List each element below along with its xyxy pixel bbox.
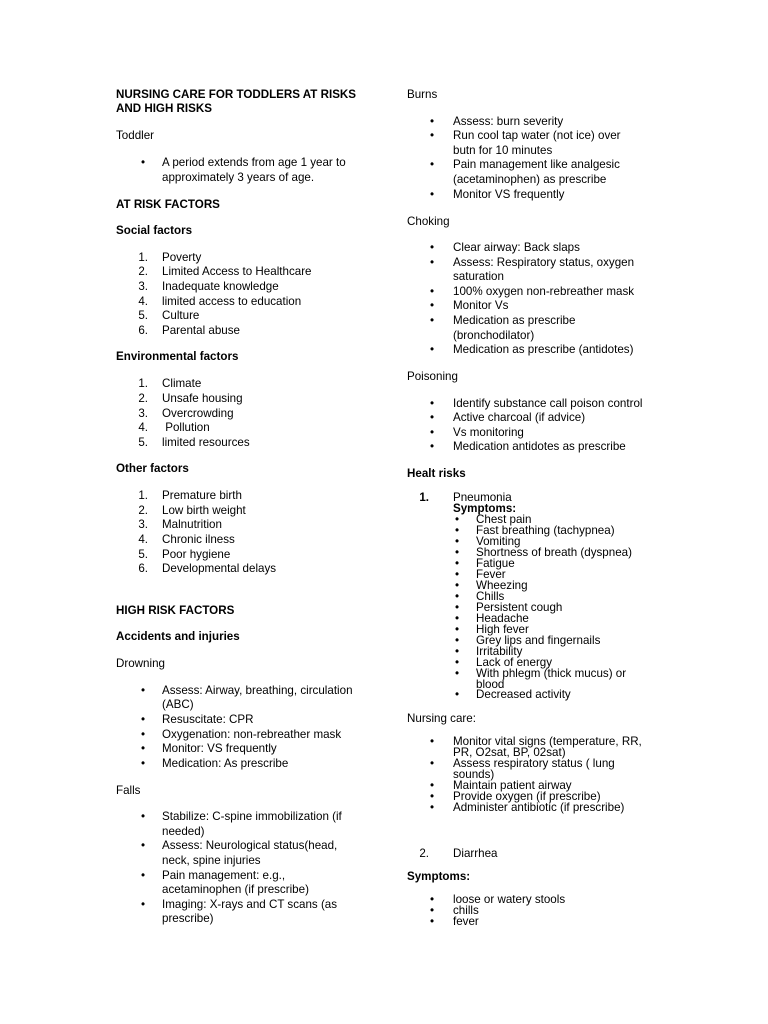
list-item: Maintain patient airway: [453, 779, 572, 792]
list-item-continuation: (ABC): [162, 698, 194, 711]
list-number: 6.: [138, 562, 148, 575]
list-item: Clear airway: Back slaps: [453, 241, 580, 254]
bullet-icon: •: [454, 590, 460, 603]
list-item: Decreased activity: [476, 688, 571, 701]
list-number: 3.: [138, 407, 148, 420]
list-item: Fever: [476, 568, 506, 581]
list-item: Stabilize: C-spine immobilization (if: [162, 810, 342, 823]
list-item-continuation: needed): [162, 825, 205, 838]
diarrhea-label: Diarrhea: [453, 847, 498, 860]
bullet-icon: •: [454, 634, 460, 647]
list-item: Chills: [476, 590, 505, 603]
list-item: 100% oxygen non-rebreather mask: [453, 285, 635, 298]
list-item-continuation: neck, spine injuries: [162, 854, 261, 867]
toddler-heading: Toddler: [116, 129, 155, 142]
list-item: Shortness of breath (dyspnea): [476, 546, 632, 559]
page-title-line-2: AND HIGH RISKS: [116, 102, 212, 115]
list-item-continuation: (bronchodilator): [453, 329, 535, 342]
bullet-icon: •: [454, 557, 460, 570]
list-number: 2.: [138, 392, 148, 405]
health-risks-heading: Healt risks: [407, 467, 466, 480]
list-item: Wheezing: [476, 579, 528, 592]
list-number: 1.: [138, 251, 148, 264]
list-number: 5.: [138, 436, 148, 449]
list-item: Imaging: X-rays and CT scans (as: [162, 898, 338, 911]
bullet-icon: •: [429, 790, 435, 803]
list-item: Resuscitate: CPR: [162, 713, 254, 726]
list-item: Persistent cough: [476, 601, 563, 614]
bullet-icon: •: [454, 601, 460, 614]
bullet-icon: •: [140, 684, 146, 697]
list-number: 1.: [138, 377, 148, 390]
drowning-heading: Drowning: [116, 657, 165, 670]
bullet-icon: •: [140, 742, 146, 755]
list-item-continuation: sounds): [453, 768, 495, 781]
bullet-icon: •: [429, 115, 435, 128]
bullet-icon: •: [454, 612, 460, 625]
list-item: Identify substance call poison control: [453, 397, 643, 410]
list-number: 3.: [138, 518, 148, 531]
list-item: Vs monitoring: [453, 426, 524, 439]
bullet-icon: •: [140, 869, 146, 882]
list-item: Lack of energy: [476, 656, 553, 669]
list-item: Fatigue: [476, 557, 515, 570]
list-number: 4.: [138, 421, 148, 434]
toddler-definition-line-2: approximately 3 years of age.: [162, 171, 315, 184]
bullet-icon: •: [429, 256, 435, 269]
bullet-icon: •: [429, 440, 435, 453]
bullet-icon: •: [429, 426, 435, 439]
pneumonia-symptoms-label: Symptoms:: [453, 502, 517, 515]
list-number: 6.: [138, 324, 148, 337]
bullet-icon: •: [140, 757, 146, 770]
list-item: Poverty: [162, 251, 202, 264]
list-item: Overcrowding: [162, 407, 234, 420]
list-number: 3.: [138, 280, 148, 293]
list-item: Unsafe housing: [162, 392, 243, 405]
bullet-icon: •: [454, 656, 460, 669]
list-item: Pollution: [162, 421, 210, 434]
list-item: Monitor Vs: [453, 299, 509, 312]
bullet-icon: •: [454, 546, 460, 559]
list-item: fever: [453, 915, 479, 928]
list-item: Medication: As prescribe: [162, 757, 289, 770]
list-item: Administer antibiotic (if prescribe): [453, 801, 625, 814]
list-item-continuation: acetaminophen (if prescribe): [162, 883, 309, 896]
list-number: 4.: [138, 295, 148, 308]
bullet-icon: •: [454, 535, 460, 548]
bullet-icon: •: [454, 645, 460, 658]
accidents-heading: Accidents and injuries: [116, 630, 240, 643]
list-item-continuation: prescribe): [162, 912, 214, 925]
list-number: 2.: [419, 847, 429, 860]
bullet-icon: •: [454, 524, 460, 537]
list-item: Medication as prescribe: [453, 314, 576, 327]
list-item: Chronic ilness: [162, 533, 235, 546]
list-item-continuation: (acetaminophen) as prescribe: [453, 173, 607, 186]
burns-heading: Burns: [407, 88, 438, 101]
list-number: 4.: [138, 533, 148, 546]
list-item: Assess: Respiratory status, oxygen: [453, 256, 635, 269]
list-number: 2.: [138, 504, 148, 517]
poisoning-heading: Poisoning: [407, 370, 458, 383]
list-item-continuation: blood: [476, 678, 505, 691]
list-item: limited access to education: [162, 295, 302, 308]
list-item: Poor hygiene: [162, 548, 231, 561]
list-item: Parental abuse: [162, 324, 240, 337]
bullet-icon: •: [429, 158, 435, 171]
list-item: Assess respiratory status ( lung: [453, 757, 615, 770]
list-item: loose or watery stools: [453, 893, 566, 906]
toddler-definition-line-1: A period extends from age 1 year to: [162, 156, 346, 169]
list-item-continuation: saturation: [453, 270, 504, 283]
list-item: Low birth weight: [162, 504, 246, 517]
list-number: 5.: [138, 309, 148, 322]
list-item: With phlegm (thick mucus) or: [476, 667, 627, 680]
list-item: Vomiting: [476, 535, 521, 548]
list-item: Assess: Neurological status(head,: [162, 839, 338, 852]
list-item: limited resources: [162, 436, 250, 449]
list-item: Monitor VS frequently: [453, 188, 565, 201]
other-factors-heading: Other factors: [116, 462, 189, 475]
page-title-line-1: NURSING CARE FOR TODDLERS AT RISKS: [116, 88, 357, 101]
choking-heading: Choking: [407, 215, 450, 228]
bullet-icon: •: [454, 579, 460, 592]
list-number: 5.: [138, 548, 148, 561]
list-item: Chest pain: [476, 513, 532, 526]
nursing-care-heading: Nursing care:: [407, 712, 476, 725]
bullet-icon: •: [454, 623, 460, 636]
bullet-icon: •: [429, 397, 435, 410]
bullet-icon: •: [429, 411, 435, 424]
bullet-icon: •: [429, 915, 435, 928]
bullet-icon: •: [429, 343, 435, 356]
bullet-icon: •: [429, 129, 435, 142]
list-item: Culture: [162, 309, 200, 322]
bullet-icon: •: [140, 898, 146, 911]
list-item: Active charcoal (if advice): [453, 411, 586, 424]
list-item-continuation: PR, O2sat, BP, 02sat): [453, 746, 566, 759]
bullet-icon: •: [429, 779, 435, 792]
bullet-icon: •: [140, 156, 146, 169]
social-factors-heading: Social factors: [116, 224, 193, 237]
bullet-icon: •: [140, 728, 146, 741]
list-item: Developmental delays: [162, 562, 277, 575]
list-item: Monitor vital signs (temperature, RR,: [453, 735, 642, 748]
bullet-icon: •: [429, 314, 435, 327]
list-item: Monitor: VS frequently: [162, 742, 277, 755]
list-item: Fast breathing (tachypnea): [476, 524, 615, 537]
list-item: Limited Access to Healthcare: [162, 265, 312, 278]
list-item-continuation: butn for 10 minutes: [453, 144, 553, 157]
bullet-icon: •: [454, 667, 460, 680]
bullet-icon: •: [429, 757, 435, 770]
pneumonia-label: Pneumonia: [453, 491, 512, 504]
list-item: Irritability: [476, 645, 523, 658]
list-item: Medication as prescribe (antidotes): [453, 343, 634, 356]
list-item: chills: [453, 904, 479, 917]
list-number: 2.: [138, 265, 148, 278]
bullet-icon: •: [429, 299, 435, 312]
bullet-icon: •: [429, 801, 435, 814]
falls-heading: Falls: [116, 784, 141, 797]
list-item: Grey lips and fingernails: [476, 634, 601, 647]
list-item: High fever: [476, 623, 529, 636]
list-item: Pain management: e.g.,: [162, 869, 286, 882]
bullet-icon: •: [429, 241, 435, 254]
list-item: Provide oxygen (if prescribe): [453, 790, 601, 803]
bullet-icon: •: [140, 810, 146, 823]
bullet-icon: •: [454, 513, 460, 526]
bullet-icon: •: [454, 688, 460, 701]
list-item: Premature birth: [162, 489, 242, 502]
bullet-icon: •: [429, 904, 435, 917]
list-item: Oxygenation: non-rebreather mask: [162, 728, 342, 741]
list-item: Assess: Airway, breathing, circulation: [162, 684, 353, 697]
at-risk-heading: AT RISK FACTORS: [116, 198, 220, 211]
list-item: Assess: burn severity: [453, 115, 564, 128]
bullet-icon: •: [140, 713, 146, 726]
list-item: Climate: [162, 377, 202, 390]
list-item: Run cool tap water (not ice) over: [453, 129, 621, 142]
diarrhea-symptoms-heading: Symptoms:: [407, 870, 471, 883]
bullet-icon: •: [140, 839, 146, 852]
list-item: Headache: [476, 612, 529, 625]
list-number: 1.: [138, 489, 148, 502]
bullet-icon: •: [429, 735, 435, 748]
bullet-icon: •: [429, 285, 435, 298]
bullet-icon: •: [454, 568, 460, 581]
list-item: Malnutrition: [162, 518, 222, 531]
high-risk-heading: HIGH RISK FACTORS: [116, 604, 235, 617]
bullet-icon: •: [429, 188, 435, 201]
environmental-factors-heading: Environmental factors: [116, 350, 239, 363]
bullet-icon: •: [429, 893, 435, 906]
list-item: Medication antidotes as prescribe: [453, 440, 626, 453]
list-item: Inadequate knowledge: [162, 280, 279, 293]
list-item: Pain management like analgesic: [453, 158, 620, 171]
list-number: 1.: [419, 491, 429, 504]
